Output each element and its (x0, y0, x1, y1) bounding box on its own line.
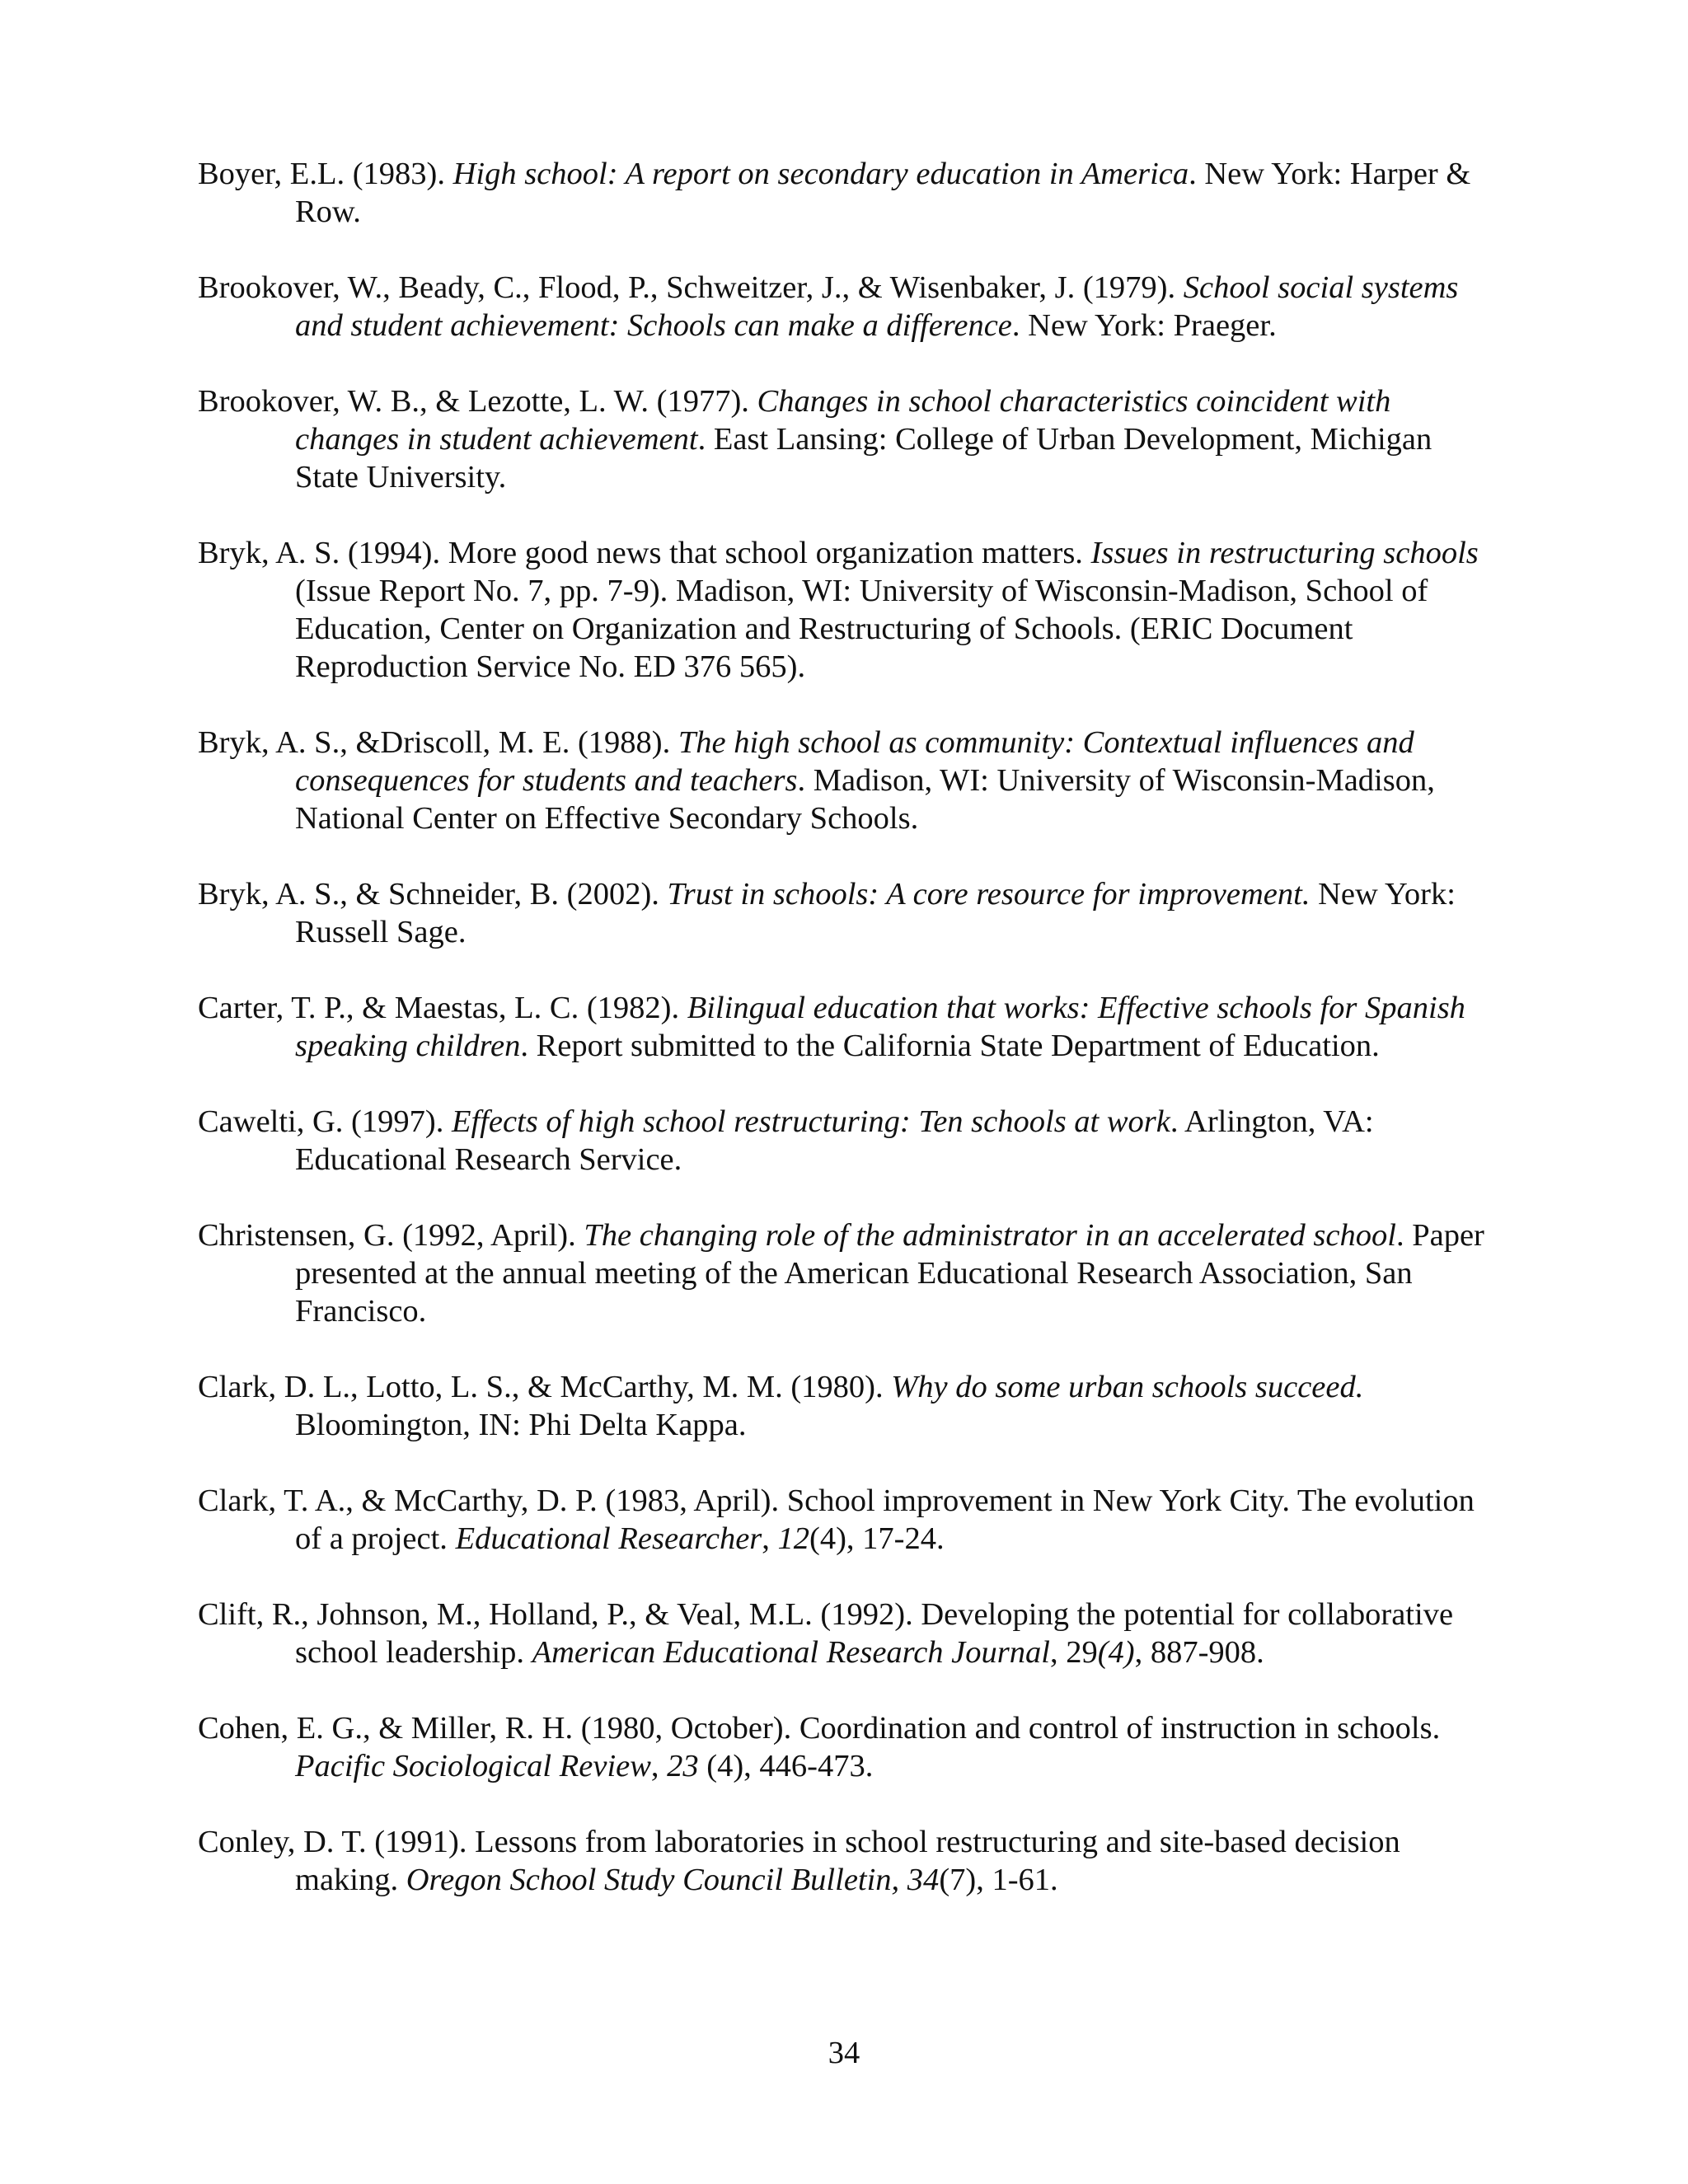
reference-text: , (762, 1521, 778, 1556)
reference-italic-text: Trust in schools: A core resource for improvement. (667, 877, 1311, 912)
reference-text: . Paper presented at the annual meeting of the American Educational Research Association, San Francisco. (295, 1218, 1484, 1329)
reference-text: Cohen, E. G., & Miller, R. H. (1980, October). Coordination and control of instruction in schools. (198, 1711, 1441, 1746)
reference-text: (4), 446-473. (698, 1749, 874, 1783)
reference-text: . New York: Praeger. (1011, 308, 1277, 343)
reference-list (198, 155, 1500, 1937)
reference-italic-text: American Educational Research Journal (532, 1635, 1050, 1670)
reference-text: Cawelti, G. (1997). (198, 1104, 452, 1139)
reference-entry (198, 269, 1500, 344)
reference-text: Brookover, W., Beady, C., Flood, P., Schweitzer, J., & Wisenbaker, J. (1979). (198, 270, 1184, 305)
reference-italic-text: 12 (777, 1521, 810, 1556)
reference-entry (198, 1216, 1500, 1330)
reference-entry (198, 382, 1500, 496)
reference-italic-text: The high school as community: Contextual influences and consequences for students and teachers (295, 725, 1414, 798)
reference-entry (198, 989, 1500, 1065)
reference-text: , 887-908. (1134, 1635, 1264, 1670)
reference-text: Bryk, A. S., &Driscoll, M. E. (1988). (198, 725, 678, 760)
reference-entry (198, 1103, 1500, 1179)
reference-text: Clark, T. A., & McCarthy, D. P. (1983, April). School improvement in New York City. The evolution of a project. (198, 1483, 1475, 1556)
reference-text: Bloomington, IN: Phi Delta Kappa. (295, 1408, 747, 1442)
reference-entry (198, 1596, 1500, 1671)
reference-text: . East Lansing: College of Urban Development, Michigan State University. (295, 422, 1432, 494)
reference-text: Bryk, A. S. (1994). More good news that school organization matters. (198, 536, 1091, 570)
reference-text: . Arlington, VA: Educational Research Service. (295, 1104, 1374, 1177)
reference-italic-text: Effects of high school restructuring: Ten schools at work (451, 1104, 1170, 1139)
reference-italic-text: Pacific Sociological Review (295, 1749, 651, 1783)
reference-text: (7), 1-61. (939, 1863, 1058, 1897)
reference-text: Clift, R., Johnson, M., Holland, P., & Veal, M.L. (1992). Developing the potential for collaborative school leadership. (198, 1597, 1454, 1670)
reference-text: . Madison, WI: University of Wisconsin-Madison, National Center on Effective Secondary Schools. (295, 763, 1435, 836)
reference-italic-text: Oregon School Study Council Bulletin, 34 (406, 1863, 940, 1897)
reference-italic-text: School social systems and student achievement: Schools can make a difference (295, 270, 1459, 343)
reference-text: . New York: Harper & Row. (295, 157, 1471, 229)
reference-italic-text: Bilingual education that works: Effective schools for Spanish speaking children (295, 991, 1465, 1063)
reference-entry (198, 1823, 1500, 1899)
reference-entry (198, 155, 1500, 231)
reference-italic-text: Educational Researcher (455, 1521, 762, 1556)
reference-text: New York: Russell Sage. (295, 877, 1456, 949)
reference-italic-text: Changes in school characteristics coincident with changes in student achievement (295, 384, 1391, 457)
reference-text: Bryk, A. S., & Schneider, B. (2002). (198, 877, 668, 912)
reference-italic-text: Issues in restructuring schools (1090, 536, 1479, 570)
reference-entry (198, 1709, 1500, 1785)
reference-text: Clark, D. L., Lotto, L. S., & McCarthy, M. M. (1980). (198, 1370, 892, 1404)
reference-text: . Report submitted to the California State Department of Education. (520, 1029, 1380, 1063)
reference-text: , (650, 1749, 668, 1783)
reference-text: Conley, D. T. (1991). Lessons from laboratories in school restructuring and site-based decision making. (198, 1825, 1400, 1897)
reference-text: Brookover, W. B., & Lezotte, L. W. (1977). (198, 384, 757, 419)
reference-entry (198, 875, 1500, 951)
reference-italic-text: 23 (667, 1749, 699, 1783)
reference-entry (198, 1482, 1500, 1558)
reference-entry (198, 724, 1500, 837)
page-number: 34 (828, 2036, 860, 2070)
reference-text: , 29 (1049, 1635, 1098, 1670)
reference-entry (198, 1368, 1500, 1444)
reference-text: (Issue Report No. 7, pp. 7-9). Madison, WI: University of Wisconsin-Madison, School of Education, Center on Organization and Restructuring of Schools. (ERIC Document Reproduction Service No. ED 376 565). (295, 574, 1428, 684)
reference-italic-text: The changing role of the administrator in an accelerated school (584, 1218, 1396, 1253)
reference-text: (4), 17-24. (809, 1521, 945, 1556)
reference-italic-text: High school: A report on secondary education in America (452, 157, 1189, 191)
reference-text: Boyer, E.L. (1983). (198, 157, 453, 191)
reference-text: Christensen, G. (1992, April). (198, 1218, 584, 1253)
reference-italic-text: Why do some urban schools succeed. (891, 1370, 1364, 1404)
reference-text: Carter, T. P., & Maestas, L. C. (1982). (198, 991, 687, 1025)
reference-entry (198, 534, 1500, 686)
reference-italic-text: (4) (1097, 1635, 1135, 1670)
